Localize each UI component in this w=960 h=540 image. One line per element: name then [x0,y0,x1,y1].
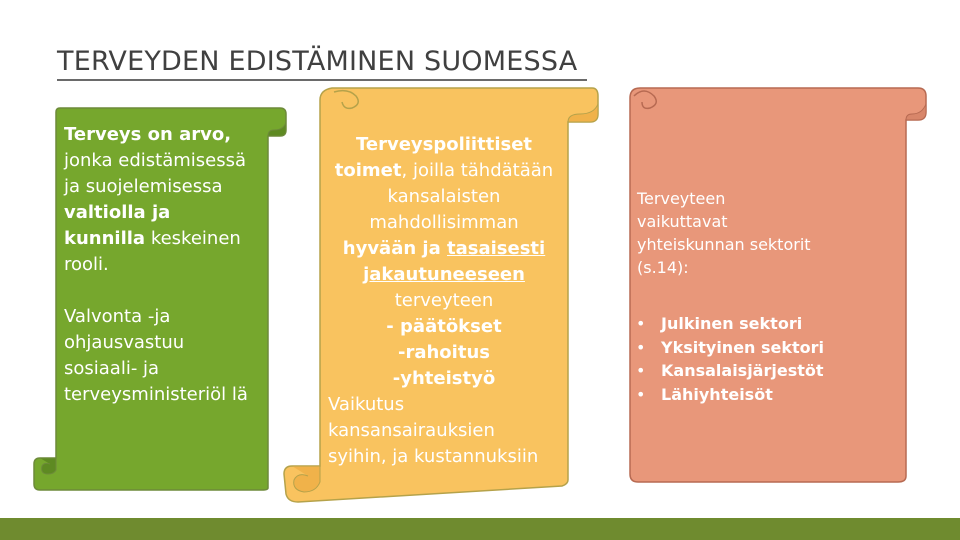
line-funding: -rahoitus [398,342,490,363]
sector-public: Julkinen sektori [661,314,803,333]
scroll-salmon [630,88,926,482]
list-item [636,359,824,383]
slide-title: TERVEYDEN EDISTÄMINEN SUOMESSA [57,46,578,77]
bold-phrase-1: Terveys on arvo, [64,124,232,145]
sector-communities: Lähiyhteisöt [661,384,773,404]
line-evenly: tasaisesti [447,238,546,259]
scroll-green-text [64,122,249,408]
bold-phrase-2: valtiolla ja kunnilla [64,202,171,249]
supervision-paragraph: Valvonta -ja ohjausvastuu sosiaali- ja terveysministeriöl lä [64,306,248,405]
policy-aim: , joilla tähdätään [401,160,554,181]
line-impact: Vaikutus [328,394,405,415]
line-decisions: - päätökset [386,316,502,337]
sector-private: Yksityinen sektori [661,337,825,357]
list-item [636,383,824,407]
text-phrase-2: keskeinen rooli. [64,228,241,275]
list-item [636,312,824,336]
health-value-paragraph [64,122,249,278]
sector-list [636,312,824,406]
line-citizens: kansalaisten [387,186,501,207]
text-phrase-1: jonka edistämisessä ja suojelemisessa [64,150,247,197]
line-possible: mahdollisimman [369,212,519,233]
scroll-yellow-text [328,132,560,470]
bullet-icon: • [636,384,646,404]
bullet-icon: • [636,314,646,333]
line-cooperation: -yhteistyö [392,368,496,389]
line-distributed: jakautuneeseen [363,264,525,285]
list-item [636,336,824,360]
sectors-intro: Terveyteen vaikuttavat yhteiskunnan sektorit (s.14): [637,189,811,277]
line-causes-costs: syihin, ja kustannuksiin [328,446,539,467]
sector-ngos: Kansalaisjärjestöt [661,361,824,380]
line-good: hyvään ja [342,238,448,259]
bullet-icon: • [636,337,646,357]
bullet-icon: • [636,361,646,380]
policy-heading: Terveyspoliittiset [355,134,533,155]
footer-bar [0,518,960,540]
line-health: terveyteen [394,290,494,311]
line-diseases: kansansairauksien [328,420,495,441]
policy-actions: toimet [334,160,402,181]
